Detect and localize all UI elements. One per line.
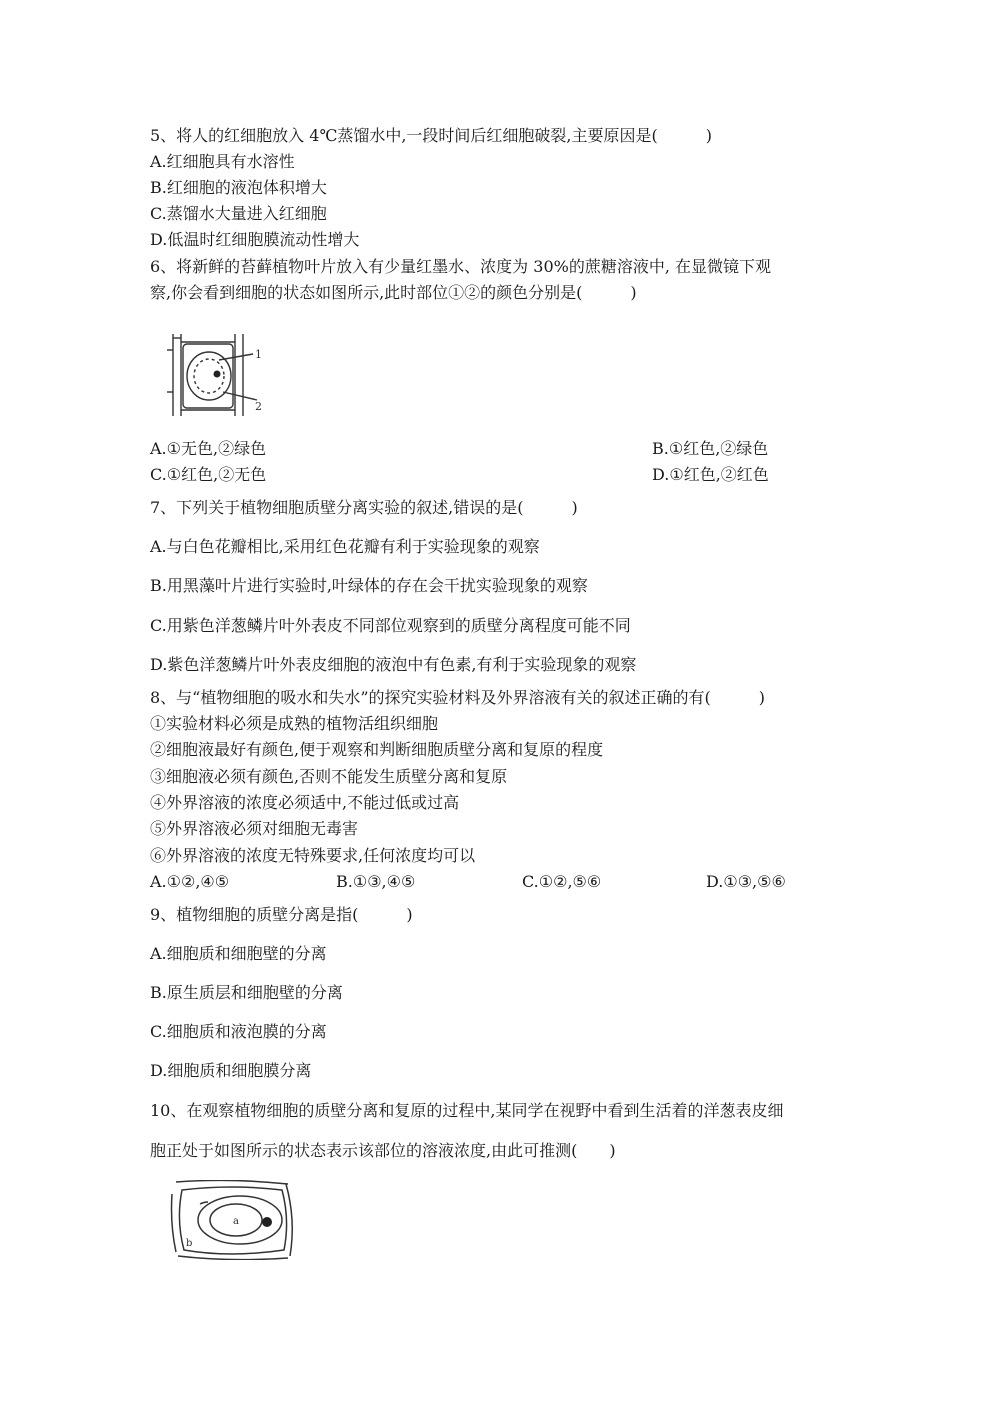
q6-option-b[interactable]: B.①红色,②绿色	[652, 439, 769, 458]
q6-label-1: 1	[255, 348, 262, 361]
q8-option-c[interactable]: C.①②,⑤⑥	[522, 872, 602, 891]
q9-stem: 9、植物细胞的质壁分离是指( )	[150, 905, 413, 924]
q7-stem: 7、下列关于植物细胞质壁分离实验的叙述,错误的是( )	[150, 498, 578, 517]
q6-stem-line2: 察,你会看到细胞的状态如图所示,此时部位①②的颜色分别是( )	[150, 283, 637, 302]
q6-option-c[interactable]: C.①红色,②无色	[150, 465, 267, 484]
q5-option-b[interactable]: B.红细胞的液泡体积增大	[150, 178, 327, 197]
q7-option-c[interactable]: C.用紫色洋葱鳞片叶外表皮不同部位观察到的质壁分离程度可能不同	[150, 616, 631, 635]
q8-option-d[interactable]: D.①③,⑤⑥	[706, 872, 786, 891]
q9-option-a[interactable]: A.细胞质和细胞壁的分离	[150, 944, 327, 963]
q8-statement-6: ⑥外界溶液的浓度无特殊要求,任何浓度均可以	[150, 846, 476, 865]
q10-stem-line1: 10、在观察植物细胞的质壁分离和复原的过程中,某同学在视野中看到生活着的洋葱表皮细	[150, 1101, 784, 1120]
q5-option-c[interactable]: C.蒸馏水大量进入红细胞	[150, 204, 327, 223]
q9-option-d[interactable]: D.细胞质和细胞膜分离	[150, 1061, 312, 1080]
q6-option-d[interactable]: D.①红色,②红色	[652, 465, 769, 484]
q7-option-a[interactable]: A.与白色花瓣相比,采用红色花瓣有利于实验现象的观察	[150, 537, 540, 556]
q10-cell-figure	[170, 1180, 300, 1260]
q10-label-a: a	[233, 1216, 239, 1227]
q9-option-b[interactable]: B.原生质层和细胞壁的分离	[150, 983, 343, 1002]
q8-statement-3: ③细胞液必须有颜色,否则不能发生质壁分离和复原	[150, 767, 508, 786]
q7-option-b[interactable]: B.用黑藻叶片进行实验时,叶绿体的存在会干扰实验现象的观察	[150, 576, 588, 595]
q8-statement-5: ⑤外界溶液必须对细胞无毒害	[150, 819, 359, 838]
q8-option-a[interactable]: A.①②,④⑤	[150, 872, 230, 891]
q8-stem: 8、与“植物细胞的吸水和失水”的探究实验材料及外界溶液有关的叙述正确的有( )	[150, 688, 766, 707]
q6-label-2: 2	[255, 400, 262, 413]
q8-statement-4: ④外界溶液的浓度必须适中,不能过低或过高	[150, 793, 460, 812]
q10-label-b: b	[186, 1238, 193, 1249]
q10-stem-line2: 胞正处于如图所示的状态表示该部位的溶液浓度,由此可推测( )	[150, 1141, 616, 1160]
q5-option-d[interactable]: D.低温时红细胞膜流动性增大	[150, 230, 360, 249]
q6-cell-figure	[165, 332, 275, 422]
q5-stem: 5、将人的红细胞放入 4℃蒸馏水中,一段时间后红细胞破裂,主要原因是( )	[150, 126, 713, 145]
q5-option-a[interactable]: A.红细胞具有水溶性	[150, 152, 295, 171]
q8-option-b[interactable]: B.①③,④⑤	[336, 872, 416, 891]
q6-option-a[interactable]: A.①无色,②绿色	[150, 439, 267, 458]
q7-option-d[interactable]: D.紫色洋葱鳞片叶外表皮细胞的液泡中有色素,有利于实验现象的观察	[150, 655, 637, 674]
q6-stem-line1: 6、将新鲜的苔藓植物叶片放入有少量红墨水、浓度为 30%的蔗糖溶液中, 在显微镜下观	[150, 257, 772, 276]
q9-option-c[interactable]: C.细胞质和液泡膜的分离	[150, 1022, 327, 1041]
q8-statement-1: ①实验材料必须是成熟的植物活组织细胞	[150, 714, 439, 733]
q8-statement-2: ②细胞液最好有颜色,便于观察和判断细胞质壁分离和复原的程度	[150, 740, 604, 759]
